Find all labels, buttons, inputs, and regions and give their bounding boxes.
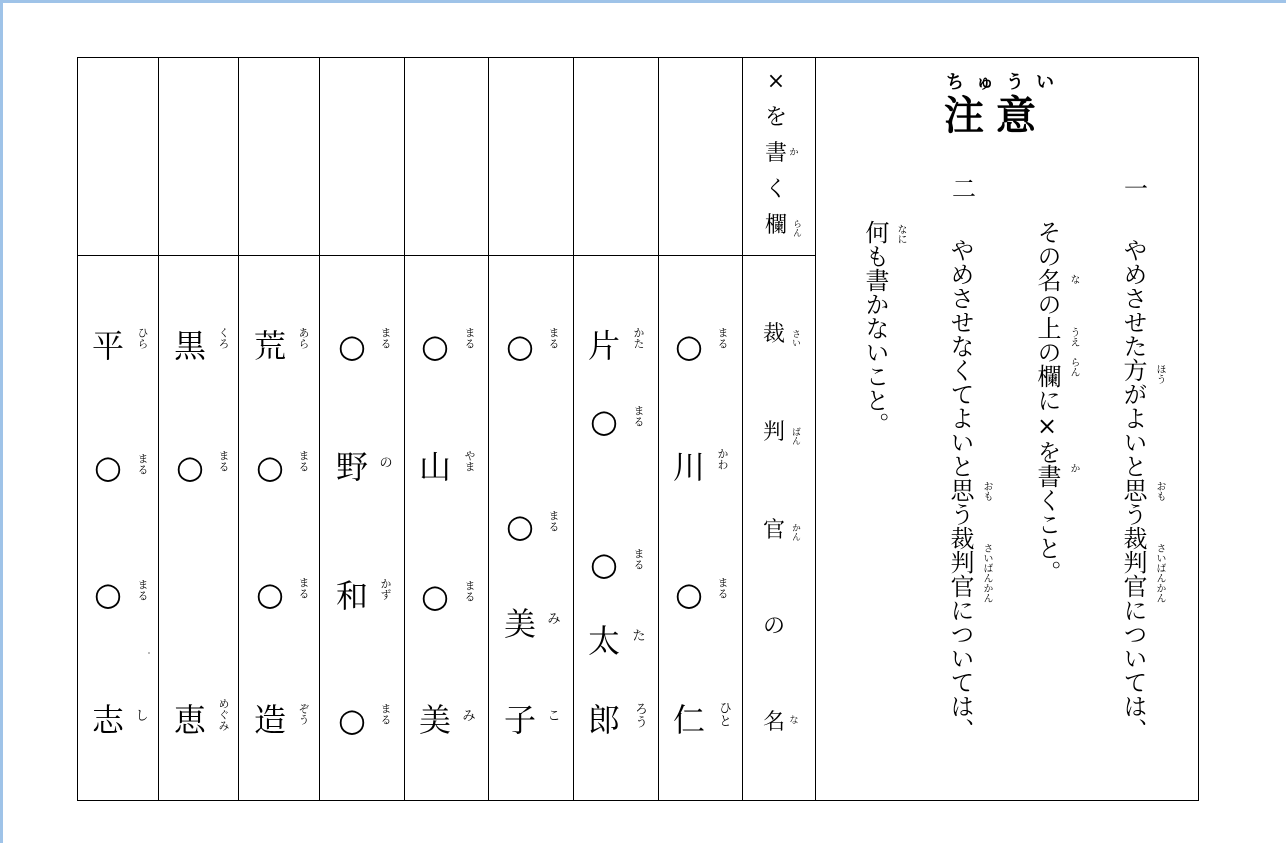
header-furi: か: [789, 148, 799, 158]
mark-cell-judge-8[interactable]: [78, 58, 158, 255]
item-2-number: 二: [952, 175, 976, 203]
item-1-furi: ほう: [1154, 364, 1165, 384]
name-char: 平: [91, 327, 124, 365]
name-char: 美: [418, 701, 451, 739]
header-char: 名: [762, 710, 785, 735]
name-furi: まる: [297, 577, 310, 599]
item-1-furi: な: [1068, 274, 1079, 284]
name-char: ○: [338, 327, 366, 365]
name-char: ○: [256, 448, 284, 486]
name-char: ○: [421, 327, 449, 365]
item-1-number: 一: [1124, 175, 1148, 203]
name-char: ○: [506, 507, 534, 545]
header-char: 判: [762, 420, 785, 445]
item-1-furi: らん: [1068, 357, 1079, 377]
name-char: 太: [587, 622, 620, 660]
caution-title: 注意: [944, 93, 1048, 139]
item-1-furi: うえ: [1068, 327, 1079, 347]
name-furi: やま: [463, 450, 476, 472]
item-2-line-2: 何も書かないこと。: [861, 220, 889, 436]
name-furi: し: [135, 709, 149, 724]
name-furi: まる: [297, 450, 310, 472]
name-furi: まる: [716, 327, 729, 349]
header-furi: さい: [790, 329, 800, 347]
header-furi: らん: [791, 219, 801, 237]
name-furi: まる: [217, 450, 230, 472]
name-char: ○: [675, 575, 703, 613]
item-2-line-1: やめさせなくてよいと思う裁判官については、: [946, 238, 974, 742]
window-top-edge: [0, 0, 1286, 3]
name-furi: まる: [632, 405, 645, 427]
grid-line-horizontal: [78, 255, 816, 256]
name-furi: まる: [379, 703, 392, 725]
name-furi: み: [547, 612, 561, 627]
item-1-furi: さいばんかん: [1154, 543, 1165, 603]
name-furi: まる: [379, 327, 392, 349]
name-furi: まる: [463, 580, 476, 602]
name-furi: まる: [136, 579, 149, 601]
item-2-furi: なに: [895, 224, 906, 244]
item-2-furi: さいばんかん: [981, 543, 992, 603]
name-char: 志: [91, 701, 124, 739]
name-char: 川: [672, 448, 705, 486]
name-char: 郎: [587, 701, 620, 739]
name-furi: かた: [632, 327, 645, 349]
header-char: 官: [762, 518, 785, 543]
mark-cell-judge-5[interactable]: [320, 58, 404, 255]
name-furi: まる: [463, 327, 476, 349]
grid-line: [815, 58, 816, 800]
name-char: ○: [421, 577, 449, 615]
name-char: 恵: [173, 701, 206, 739]
name-furi: かず: [379, 578, 392, 600]
name-char: ○: [506, 327, 534, 365]
name-char: ○: [94, 448, 122, 486]
mark-cell-judge-3[interactable]: [489, 58, 573, 255]
item-1-furi: おも: [1154, 481, 1165, 501]
name-furi: めぐみ: [217, 697, 230, 731]
header-furi: ばん: [790, 427, 800, 445]
name-furi: まる: [716, 577, 729, 599]
mark-cell-judge-1[interactable]: [659, 58, 742, 255]
caution-title-furi: ちゅうい: [946, 72, 1066, 93]
item-1-line-1: やめさせた方がよいと思う裁判官については、: [1119, 238, 1147, 742]
name-furi: まる: [632, 548, 645, 570]
name-furi: ひら: [136, 327, 149, 349]
name-furi: ぞう: [297, 703, 310, 725]
name-furi: ろう: [632, 702, 647, 728]
item-1-line-2: その名の上の欄に×を書くこと。: [1033, 220, 1061, 584]
header-char: の: [762, 614, 785, 639]
name-furi: くろ: [217, 327, 230, 349]
name-char: 野: [335, 448, 368, 486]
name-furi: ひと: [716, 701, 731, 727]
name-furi: あら: [297, 327, 310, 349]
window-left-edge: [0, 0, 3, 843]
name-furi: た: [632, 629, 646, 644]
name-char: ○: [590, 545, 618, 583]
name-char: ○: [256, 575, 284, 613]
name-furi: まる: [547, 510, 560, 532]
mark-cell-judge-7[interactable]: [159, 58, 238, 255]
header-char: を: [764, 105, 787, 130]
name-char: 片: [587, 327, 620, 365]
name-furi: まる: [136, 453, 149, 475]
name-char: 和: [335, 577, 368, 615]
header-char: 裁: [762, 322, 785, 347]
name-char: 山: [418, 448, 451, 486]
name-char: ○: [338, 701, 366, 739]
header-furi: かん: [790, 523, 800, 541]
name-furi: み: [462, 709, 476, 724]
mark-cell-judge-2[interactable]: [574, 58, 658, 255]
name-char: 子: [503, 701, 536, 739]
name-char: 造: [253, 701, 286, 739]
header-char: 書: [764, 141, 787, 166]
speck: [148, 652, 150, 654]
header-char: ×: [766, 69, 786, 94]
header-char: く: [764, 177, 787, 202]
item-2-furi: おも: [981, 481, 992, 501]
name-furi: かわ: [716, 448, 729, 470]
name-char: ○: [590, 402, 618, 440]
item-1-furi: か: [1068, 463, 1079, 473]
ballot-sheet: [77, 57, 1199, 801]
grid-line: [742, 58, 743, 800]
name-char: 黒: [173, 327, 206, 365]
name-furi: の: [379, 456, 393, 471]
mark-cell-judge-4[interactable]: [405, 58, 488, 255]
name-char: ○: [94, 575, 122, 613]
name-furi: まる: [547, 327, 560, 349]
name-char: ○: [176, 448, 204, 486]
header-furi: な: [789, 716, 799, 726]
header-char: 欄: [764, 213, 787, 238]
name-char: 荒: [253, 327, 286, 365]
name-char: ○: [675, 327, 703, 365]
mark-cell-judge-6[interactable]: [239, 58, 319, 255]
name-char: 美: [503, 605, 536, 643]
name-furi: こ: [547, 709, 561, 724]
name-char: 仁: [672, 701, 705, 739]
